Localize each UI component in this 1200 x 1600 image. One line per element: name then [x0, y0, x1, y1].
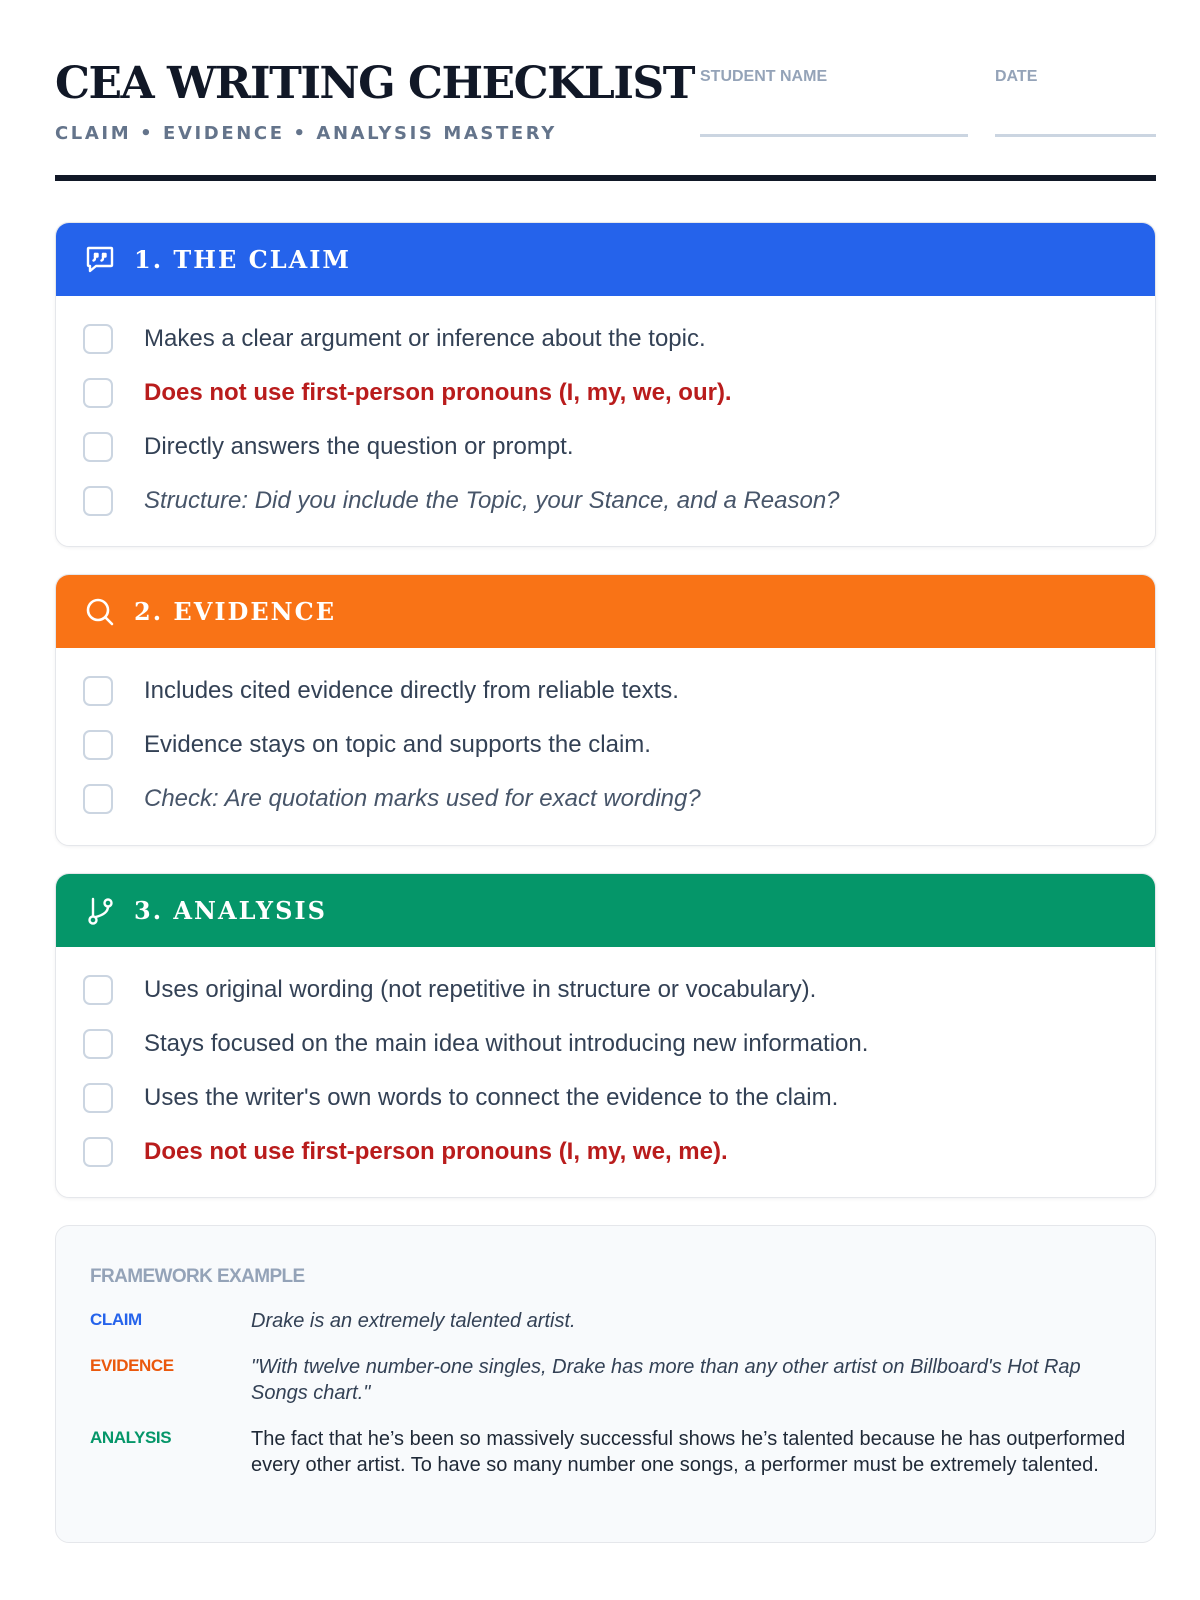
checkbox[interactable]: [83, 1083, 113, 1113]
checklist-item[interactable]: [56, 1125, 1155, 1179]
evidence-section-title: 2. EVIDENCE: [134, 597, 336, 626]
checkbox[interactable]: [83, 730, 113, 760]
claim-section-header: [56, 223, 1155, 296]
student-name-line[interactable]: [700, 134, 968, 137]
analysis-checklist: [56, 947, 1155, 1179]
checklist-item[interactable]: [56, 664, 1155, 718]
header-divider: [55, 175, 1156, 181]
claim-section: [55, 222, 1156, 547]
checklist-item-text: Evidence stays on topic and supports the claim.: [144, 731, 651, 758]
checklist-item[interactable]: [56, 474, 1155, 528]
student-name-field[interactable]: [700, 68, 827, 86]
checklist-item[interactable]: [56, 718, 1155, 772]
evidence-section: [55, 574, 1156, 846]
analysis-section-title: 3. ANALYSIS: [134, 896, 327, 925]
checklist-item-text: Uses original wording (not repetitive in structure or vocabulary).: [144, 976, 817, 1003]
example-analysis-label: ANALYSIS: [90, 1428, 172, 1447]
checklist-item[interactable]: [56, 420, 1155, 474]
checkbox[interactable]: [83, 486, 113, 516]
checklist-item[interactable]: [56, 366, 1155, 420]
checklist-item[interactable]: [56, 1017, 1155, 1071]
checklist-item[interactable]: [56, 312, 1155, 366]
analysis-section-header: [56, 874, 1155, 947]
checklist-item[interactable]: [56, 963, 1155, 1017]
checklist-item-text: Does not use first-person pronouns (I, my, we, me).: [144, 1138, 728, 1165]
checkbox[interactable]: [83, 676, 113, 706]
example-evidence-text: "With twelve number-one singles, Drake has more than any other artist on Billboard's Hot Rap Songs chart.": [251, 1356, 1081, 1404]
checkbox[interactable]: [83, 378, 113, 408]
claim-checklist: [56, 296, 1155, 528]
checkbox[interactable]: [83, 975, 113, 1005]
checklist-item-text: Uses the writer's own words to connect the evidence to the claim.: [144, 1084, 839, 1111]
checkbox[interactable]: [83, 1137, 113, 1167]
framework-example: [55, 1225, 1156, 1543]
git-branch-icon: [84, 895, 116, 927]
checkbox[interactable]: [83, 1029, 113, 1059]
page-subtitle: CLAIM • EVIDENCE • ANALYSIS MASTERY: [55, 123, 557, 144]
example-claim-text: Drake is an extremely talented artist.: [251, 1310, 576, 1332]
date-line[interactable]: [995, 134, 1156, 137]
checkbox[interactable]: [83, 324, 113, 354]
checklist-item-text: Does not use first-person pronouns (I, my, we, our).: [144, 379, 732, 406]
example-evidence-label: EVIDENCE: [90, 1356, 174, 1375]
page-title: CEA WRITING CHECKLIST: [55, 58, 694, 109]
checklist-page: [55, 0, 1156, 1476]
search-icon: [84, 596, 116, 628]
analysis-section: [55, 873, 1156, 1198]
date-label: DATE: [995, 68, 1038, 85]
checkbox[interactable]: [83, 432, 113, 462]
checkbox[interactable]: [83, 784, 113, 814]
framework-example-title: FRAMEWORK EXAMPLE: [90, 1266, 305, 1287]
checklist-item-text: Includes cited evidence directly from reliable texts.: [144, 677, 679, 704]
checklist-item-text: Directly answers the question or prompt.: [144, 433, 574, 460]
student-name-label: STUDENT NAME: [700, 68, 828, 85]
checklist-item[interactable]: [56, 772, 1155, 826]
page-header: [55, 0, 1156, 182]
claim-section-title: 1. THE CLAIM: [134, 245, 351, 274]
checklist-item-text: Check: Are quotation marks used for exact wording?: [144, 785, 701, 812]
checklist-item[interactable]: [56, 1071, 1155, 1125]
checklist-item-text: Structure: Did you include the Topic, your Stance, and a Reason?: [144, 487, 840, 514]
example-analysis-text: The fact that he’s been so massively successful shows he’s talented because he has outperformed every other artist. To have so many number one songs, a performer must be extremely talented.: [251, 1428, 1126, 1476]
quote-bubble-icon: [84, 244, 116, 276]
checklist-item-text: Stays focused on the main idea without introducing new information.: [144, 1030, 869, 1057]
evidence-section-header: [56, 575, 1155, 648]
date-field[interactable]: [995, 68, 1037, 86]
checklist-item-text: Makes a clear argument or inference about the topic.: [144, 325, 706, 352]
example-claim-label: CLAIM: [90, 1310, 142, 1329]
evidence-checklist: [56, 648, 1155, 826]
